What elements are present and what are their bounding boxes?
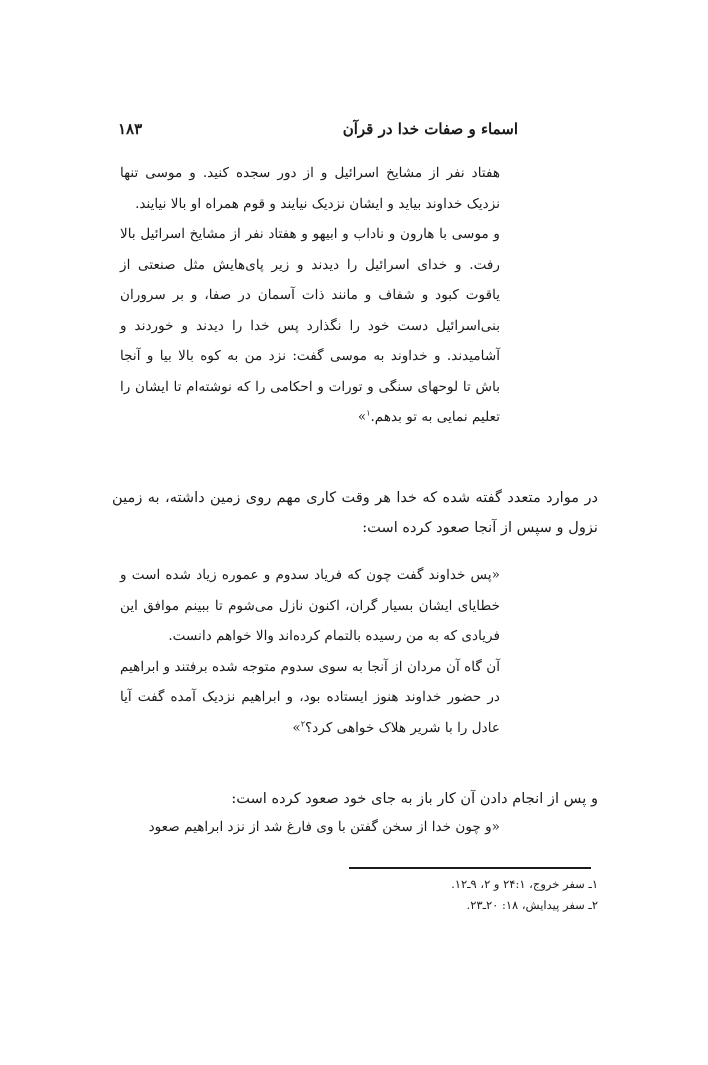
quote-block-1	[120, 158, 500, 433]
quote-close-mark: »	[357, 409, 367, 425]
footnote-ref: ۱	[366, 408, 371, 418]
footnote-ref: ۲	[300, 718, 306, 728]
quote-block-2	[120, 560, 500, 743]
header-title: اسماء و صفات خدا در قرآن	[342, 120, 518, 138]
footnote-item: ۲ـ سفر پیدایش، ۱۸: ۲۰ـ۲۳.	[466, 898, 598, 912]
quote-close-mark: »	[292, 719, 301, 736]
footnote-item: ۱ـ سفر خروج، ۲۴:۱ و ۲، ۹ـ۱۲.	[451, 877, 598, 891]
body-paragraph-1	[112, 483, 598, 543]
quote-paragraph: هفتاد نفر از مشایخ اسرائیل و از دور سجده کنید. و موسی تنها نزدیک خداوند بیاید و ایشان نزدیک نیایند و قوم همراه او بالا نیایند.	[120, 165, 500, 212]
quote-paragraph: «و چون خدا از سخن گفتن با وی فارغ شد از نزد ابراهیم صعود	[148, 819, 500, 835]
footnote-divider	[349, 867, 591, 869]
footnotes	[300, 874, 598, 916]
quote-paragraph	[120, 219, 500, 433]
running-header	[118, 120, 518, 144]
quote-paragraph	[120, 652, 500, 744]
body-paragraph: و پس از انجام دادن آن کار باز به جای خود صعود کرده است:	[231, 790, 598, 807]
body-paragraph-2	[112, 784, 598, 814]
body-paragraph: در موارد متعدد گفته شده که خدا هر وقت کاری مهم روی زمین داشته، به زمین نزول و سپس از آنجا صعود کرده است:	[112, 489, 598, 536]
quote-block-3	[120, 812, 500, 843]
quote-text: آن گاه آن مردان از آنجا به سوی سدوم متوجه شده برفتند و ابراهیم در حضور خداوند هنوز ایستاده بود، و ابراهیم نزدیک آمده گفت آیا عادل را با شریر هلاک خواهی کرد؟	[120, 658, 500, 736]
page-number: ۱۸۳	[118, 120, 143, 138]
quote-text: و موسی با هارون و ناداب و ابیهو و هفتاد نفر از مشایخ اسرائیل بالا رفت. و خدای اسرائیل را دیدند و زیر پای‌هایش مثل صنعتی از یاقوت کبود و شفاف و مانند ذات آسمان در صفا، و بر سروران بنی‌اسرائیل دست خود را نگذارد پس خدا را دیدند و خوردند و آشامیدند. و خداوند به موسی گفت: نزد من به کوه بالا بیا و آنجا باش تا لوحهای سنگی و تورات و احکامی را که نوشته‌ام تا ایشان را تعلیم نمایی به تو بدهم.	[120, 226, 500, 425]
quote-paragraph: «پس خداوند گفت چون که فریاد سدوم و عموره زیاد شده است و خطایای ایشان بسیار گران، اکنون نازل می‌شوم تا ببینم موافق این فریادی که به من رسیده بالتمام کرده‌اند والا خواهم دانست.	[120, 567, 500, 644]
